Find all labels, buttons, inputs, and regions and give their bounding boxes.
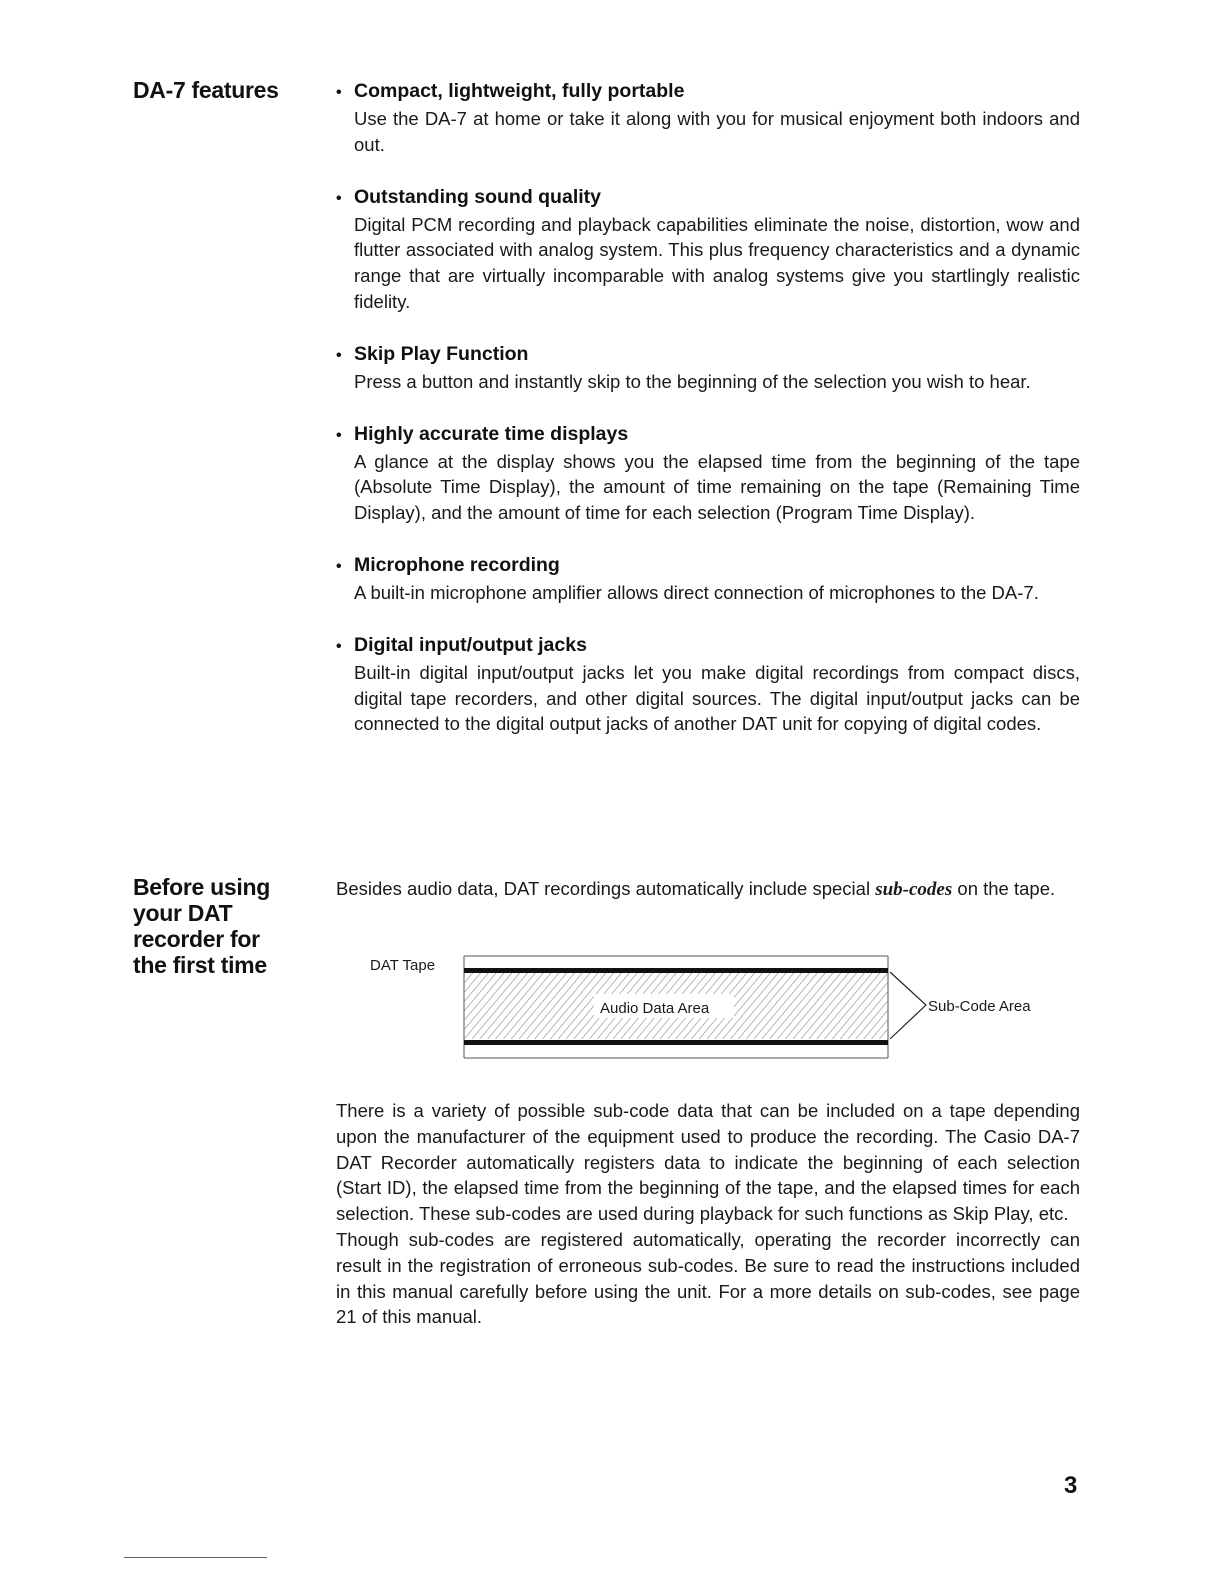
feature-title: Highly accurate time displays: [354, 422, 629, 445]
feature-item: [336, 552, 1080, 606]
heading-line: Before using: [133, 874, 270, 900]
bullet-icon: •: [336, 84, 342, 101]
footer-rule: [124, 1557, 267, 1558]
feature-item: [336, 184, 1080, 315]
tape-label: DAT Tape: [370, 957, 436, 974]
bullet-icon: •: [336, 426, 342, 444]
feature-body: Digital PCM recording and playback capabilities eliminate the noise, distortion, wow and flutter associated with analog system. This plus frequency characteristics and a dynamic range that are virtually incomparable with analog systems give you startlingly realistic fidelity.: [354, 213, 1080, 312]
feature-item: [336, 632, 1080, 737]
feature-body: Built-in digital input/output jacks let you make digital recordings from compact discs, digital tape recorders, and other digital sources. The digital input/output jacks can be connected to the digital output jacks of another DAT unit for copying of digital codes.: [354, 661, 1080, 735]
bullet-icon: •: [336, 637, 342, 655]
heading-line: recorder for: [133, 926, 260, 952]
feature-body: A built-in microphone amplifier allows direct connection of microphones to the DA-7.: [354, 581, 1039, 603]
bullet-icon: •: [336, 346, 342, 364]
body-paragraph: There is a variety of possible sub-code data that can be included on a tape depending upon the manufacturer of the equipment used to produce the recording. The Casio DA-7 DAT Recorder automatically registers data to indicate the beginning of each selection (Start ID), the elapsed time from the beginning of the tape, and the elapsed times for each selection. These sub-codes are used during playback for such functions as Skip Play, etc.: [336, 1100, 1080, 1225]
page-number: 3: [1064, 1472, 1078, 1499]
heading-line: your DAT: [133, 900, 233, 926]
subcode-track-bottom: [464, 1040, 888, 1045]
bullet-icon: •: [336, 557, 342, 575]
section-heading-features: DA-7 features: [133, 77, 279, 103]
feature-item: [336, 78, 1080, 158]
feature-title: Microphone recording: [354, 553, 560, 576]
intro-paragraph: Besides audio data, DAT recordings automatically include special sub-codes on the tape.: [336, 878, 1056, 900]
feature-body: Use the DA-7 at home or take it along with you for musical enjoyment both indoors and out.: [354, 108, 1080, 155]
feature-list: [336, 78, 1080, 763]
body-paragraph: Though sub-codes are registered automatically, operating the recorder incorrectly can result in the registration of erroneous sub-codes. Be sure to read the instructions included in this manual carefully before using the unit. For a more details on sub-codes, see page 21 of this manual.: [336, 1228, 1080, 1328]
feature-title: Outstanding sound quality: [354, 185, 601, 208]
feature-item: [336, 421, 1080, 526]
feature-title: Skip Play Function: [354, 342, 529, 365]
bullet-icon: •: [336, 189, 342, 207]
audio-data-label: Audio Data Area: [600, 1000, 710, 1017]
subcode-track-top: [464, 968, 888, 973]
feature-title: Compact, lightweight, fully portable: [354, 80, 685, 102]
feature-body: A glance at the display shows you the elapsed time from the beginning of the tape (Absolute Time Display), the amount of time remaining on the tape (Remaining Time Display), and the amount of time for each selection (Program Time Display).: [354, 450, 1080, 524]
section-heading-before-using: [133, 874, 270, 978]
sub-codes-emphasis: sub-codes: [875, 879, 953, 900]
heading-line: the first time: [133, 952, 267, 978]
feature-title: Digital input/output jacks: [354, 633, 587, 656]
feature-item: [336, 341, 1080, 395]
subcode-explanation: [336, 1098, 1080, 1330]
subcode-label: Sub-Code Area: [928, 998, 1031, 1015]
dat-tape-diagram: [360, 948, 1080, 1068]
subcode-pointer: [890, 972, 926, 1039]
feature-body: Press a button and instantly skip to the beginning of the selection you wish to hear.: [354, 370, 1031, 392]
